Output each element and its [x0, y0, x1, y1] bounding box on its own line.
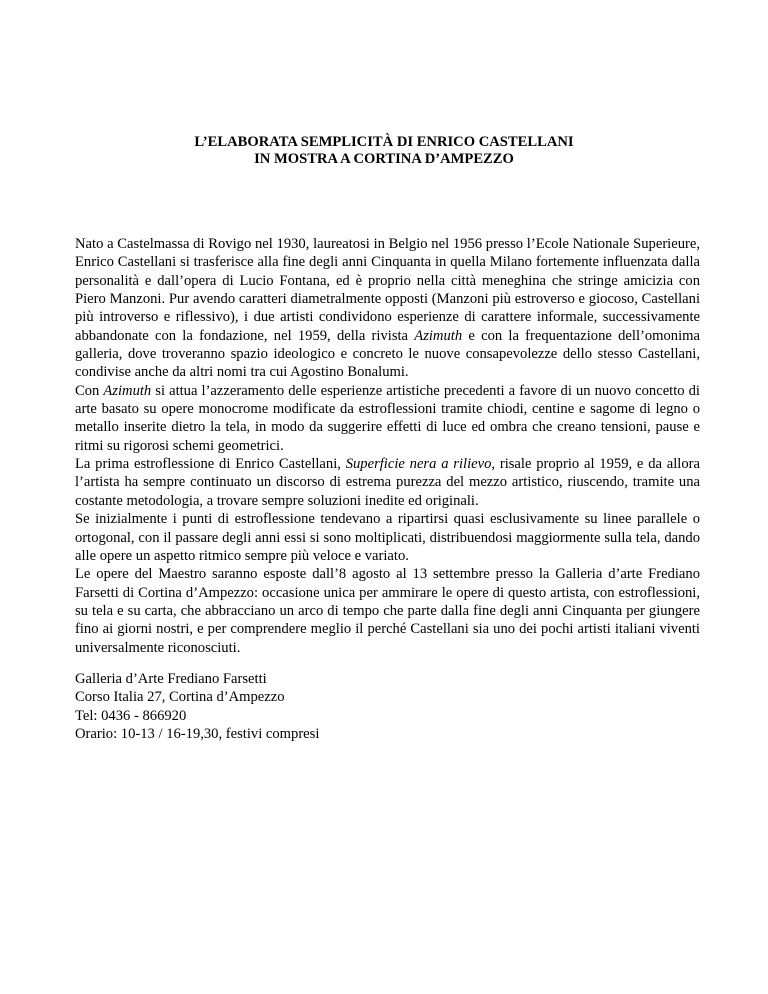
paragraph-2 [75, 382, 700, 455]
paragraph-5 [75, 565, 700, 657]
paragraph-3-text-a: La prima estroflessione di Enrico Castellani, [75, 456, 346, 473]
paragraph-1-text-a: Nato a Castelmassa di Rovigo nel 1930, laureatosi in Belgio nel 1956 presso l’Ecole Nationale Superieure, Enrico Castellani si trasferisce alla fine degli anni Cinquanta in quella Milano fortemente influenzata dalla personalità e dall’opera di Lucio Fontana, ed è proprio nella città meneghina che stringe amicizia con Piero Manzoni. Pur avendo caratteri diametralmente opposti (Manzoni più estroverso e giocoso, Castellani più introverso e riflessivo), i due artisti condividono esperienze di carattere informale, successivamente abbandonate con la fondazione, nel 1959, della rivista [75, 236, 700, 344]
paragraph-2-emphasis: Azimuth [103, 382, 152, 399]
gallery-phone: Tel: 0436 - 866920 [75, 707, 187, 724]
paragraph-5-text: Le opere del Maestro saranno esposte dall’8 agosto al 13 settembre presso la Galleria d’arte Frediano Farsetti di Cortina d’Ampezzo: occasione unica per ammirare le opere di questo artista, con estroflessioni, su tela e su carta, che abbracciano un arco di tempo che parte dalla fine degli anni Cinquanta per giungere fino ai giorni nostri, e per comprendere meglio il perché Castellani sia uno dei pochi artisti italiani viventi universalmente riconosciuti. [75, 566, 700, 656]
paragraph-3-text-b: , risale proprio al 1959, e da allora l’artista ha sempre continuato un discorso di estrema purezza del mezzo artistico, riuscendo, tramite una costante metodologia, a trovare sempre soluzioni inedite ed originali. [75, 456, 700, 509]
paragraph-1-text-b: e con la frequentazione dell’omonima galleria, dove troveranno spazio ideologico e concreto le nuove consapevolezze dello stesso Castellani, condivise anche da altri nomi tra cui Agostino Bonalumi. [75, 327, 700, 381]
paragraph-1-emphasis: Azimuth [414, 327, 463, 344]
gallery-hours: Orario: 10-13 / 16-19,30, festivi compresi [75, 726, 320, 743]
paragraph-3 [75, 455, 700, 510]
paragraph-2-text-b: si attua l’azzeramento delle esperienze artistiche precedenti a favore di un nuovo concetto di arte basato su opere monocrome modificate da estroflessioni tramite chiodi, centine e sagome di legno o metallo inserite dietro la tela, in modo da suggerire effetti di luce ed ombra che creano tensioni, pause e ritmi su rigorosi schemi geometrici. [75, 382, 700, 454]
paragraph-4 [75, 510, 700, 565]
title-line-2: IN MOSTRA A CORTINA D’AMPEZZO [254, 151, 514, 167]
gallery-name: Galleria d’Arte Frediano Farsetti [75, 671, 267, 687]
paragraph-2-text-a: Con [75, 382, 104, 399]
paragraph-4-text: Se inizialmente i punti di estroflessione tendevano a ripartirsi quasi esclusivamente su linee parallele o ortogonal, con il passare degli anni essi si sono moltiplicati, distribuendosi maggiormente sulla tela, dando alle opere un aspetto ritmico sempre più veloce e variato. [75, 511, 700, 564]
paragraph-1 [75, 235, 700, 382]
document-title [0, 134, 768, 168]
gallery-address-block [75, 670, 475, 743]
gallery-street: Corso Italia 27, Cortina d’Ampezzo [75, 689, 285, 706]
article-body [75, 235, 700, 657]
title-line-1: L’ELABORATA SEMPLICITÀ DI ENRICO CASTELLANI [194, 134, 574, 150]
paragraph-3-emphasis: Superficie nera a rilievo [345, 456, 492, 473]
